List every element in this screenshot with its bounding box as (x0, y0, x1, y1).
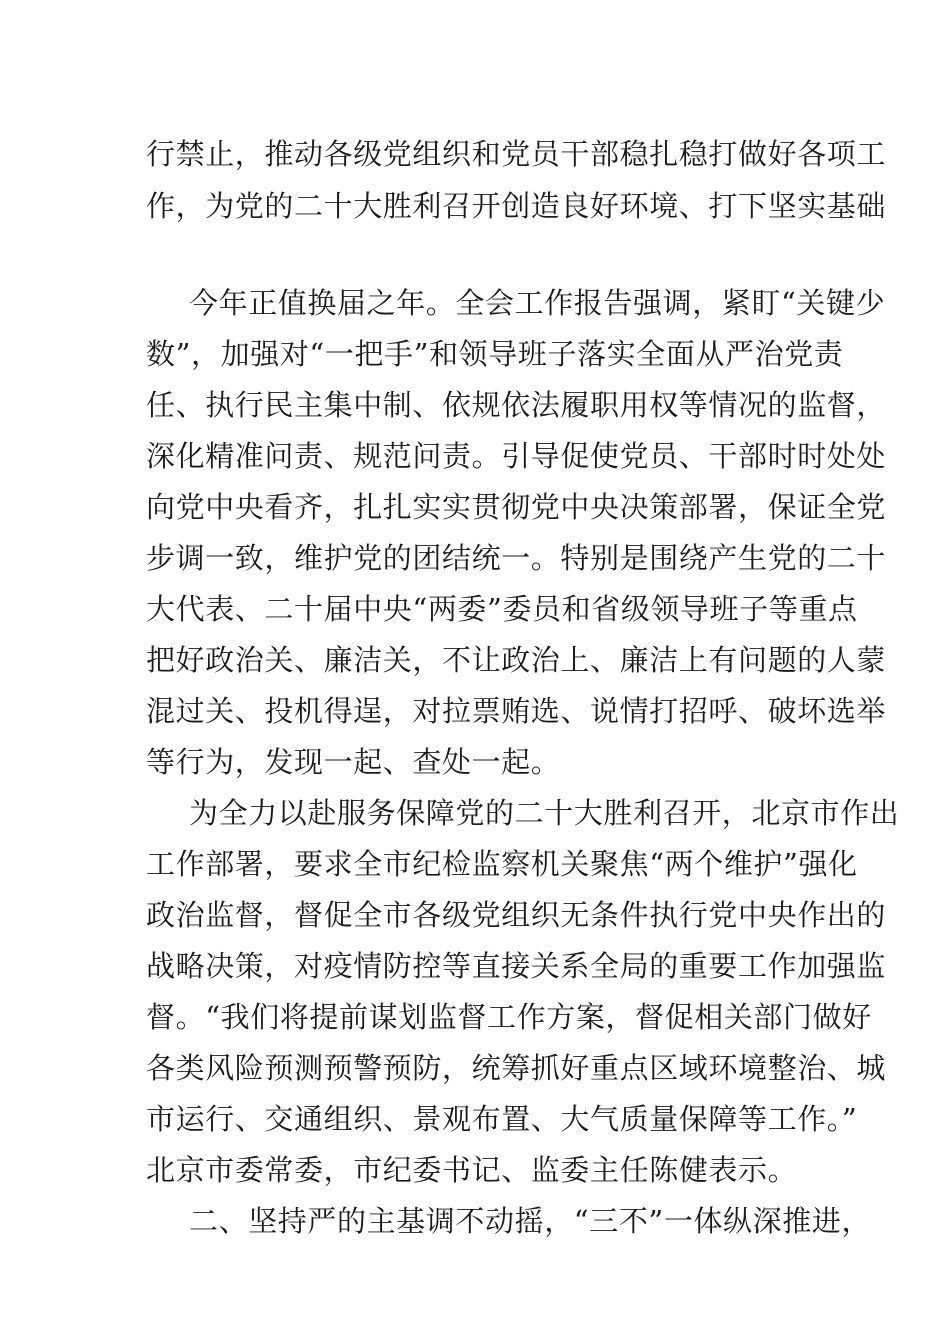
text-line: 督。“我们将提前谋划监督工作方案，督促相关部门做好 (146, 1000, 872, 1034)
text-line: 北京市委常委，市纪委书记、监委主任陈健表示。 (146, 1153, 798, 1187)
text-line: 把好政治关、廉洁关，不让政治上、廉洁上有问题的人蒙 (146, 643, 887, 677)
text-line: 混过关、投机得逞，对拉票贿选、说情打招呼、破坏选举 (146, 694, 887, 728)
text-line: 等行为，发现一起、查处一起。 (146, 745, 561, 779)
text-line: 政治监督，督促全市各级党组织无条件执行党中央作出的 (146, 898, 887, 932)
text-line: 向党中央看齐，扎扎实实贯彻党中央决策部署，保证全党 (146, 490, 887, 524)
text-line: 战略决策，对疫情防控等直接关系全局的重要工作加强监 (146, 949, 887, 983)
paragraph-start-line: 为全力以赴服务保障党的二十大胜利召开，北京市作出 (189, 796, 900, 830)
text-line: 行禁止，推动各级党组织和党员干部稳扎稳打做好各项工 (146, 137, 887, 171)
text-line: 大代表、二十届中央“两委”委员和省级领导班子等重点 (146, 592, 858, 626)
text-line: 市运行、交通组织、景观布置、大气质量保障等工作。” (146, 1102, 858, 1136)
section-heading-line: 二、坚持严的主基调不动摇，“三不”一体纵深推进， (189, 1204, 872, 1238)
paragraph-start-line: 今年正值换届之年。全会工作报告强调，紧盯“关键少 (189, 286, 886, 320)
text-line: 工作部署，要求全市纪检监察机关聚焦“两个维护”强化 (146, 847, 858, 881)
text-line: 数”，加强对“一把手”和领导班子落实全面从严治党责 (146, 337, 844, 371)
text-line: 任、执行民主集中制、依规依法履职用权等情况的监督， (146, 388, 887, 422)
text-line: 作，为党的二十大胜利召开创造良好环境、打下坚实基础 (146, 189, 887, 223)
text-line: 深化精准问责、规范问责。引导促使党员、干部时时处处 (146, 439, 887, 473)
text-line: 步调一致，维护党的团结统一。特别是围绕产生党的二十 (146, 541, 887, 575)
text-line: 各类风险预测预警预防，统筹抓好重点区域环境整治、城 (146, 1051, 887, 1085)
